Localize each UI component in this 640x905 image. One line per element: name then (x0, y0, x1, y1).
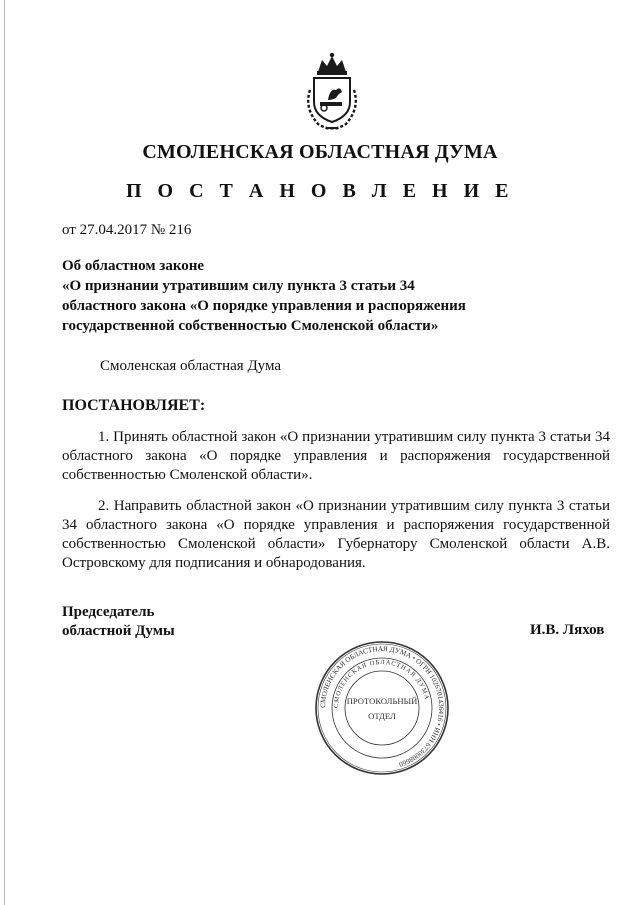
stamp-inner-ring-text: СМОЛЕНСКАЯ ОБЛАСТНАЯ ДУМА (332, 658, 431, 709)
subject-line: «О признании утратившим силу пункта 3 статьи 34 (62, 278, 415, 294)
resolve-heading: ПОСТАНОВЛЯЕТ: (62, 397, 206, 414)
organization-name: СМОЛЕНСКАЯ ОБЛАСТНАЯ ДУМА (142, 141, 498, 163)
subject-line: Об областном законе (62, 258, 205, 274)
document-date-number: от 27.04.2017 № 216 (62, 222, 192, 238)
document-subject (62, 256, 466, 336)
intro-text: Смоленская областная Дума (100, 358, 282, 374)
signatory-title (62, 603, 175, 641)
signatory-title-line: областной Думы (62, 623, 175, 639)
stamp-outer-ring-text: СМОЛЕНСКАЯ ОБЛАСТНАЯ ДУМА • ОГРН 1026701436416 • ИНН 6730008660 (318, 644, 446, 769)
paragraph-1: 1. Принять областной закон «О признании утратившим силу пункта 3 статьи 34 областного закона «О порядке управления и распоряжения государственной собственностью Смоленской области». (62, 429, 610, 483)
stamp-center-line: ОТДЕЛ (368, 711, 396, 721)
stamp-center-line: ПРОТОКОЛЬНЫЙ (346, 696, 418, 706)
scan-edge-line (4, 0, 5, 905)
official-stamp (314, 640, 450, 776)
subject-line: государственной собственностью Смоленской области» (62, 318, 439, 334)
signatory-title-line: Председатель (62, 604, 155, 620)
subject-line: областного закона «О порядке управления и распоряжения (62, 298, 466, 314)
coat-of-arms-emblem (300, 50, 364, 132)
signatory-name: И.В. Ляхов (530, 622, 605, 638)
paragraph-2: 2. Направить областной закон «О признании утратившим силу пункта 3 статьи 34 областного закона «О порядке управления и распоряжения государственной собственностью Смоленской области» Губернатору Смоленской области А.В. Островскому для подписания и обнародования. (62, 498, 610, 571)
document-type: П О С Т А Н О В Л Е Н И Е (126, 180, 514, 202)
